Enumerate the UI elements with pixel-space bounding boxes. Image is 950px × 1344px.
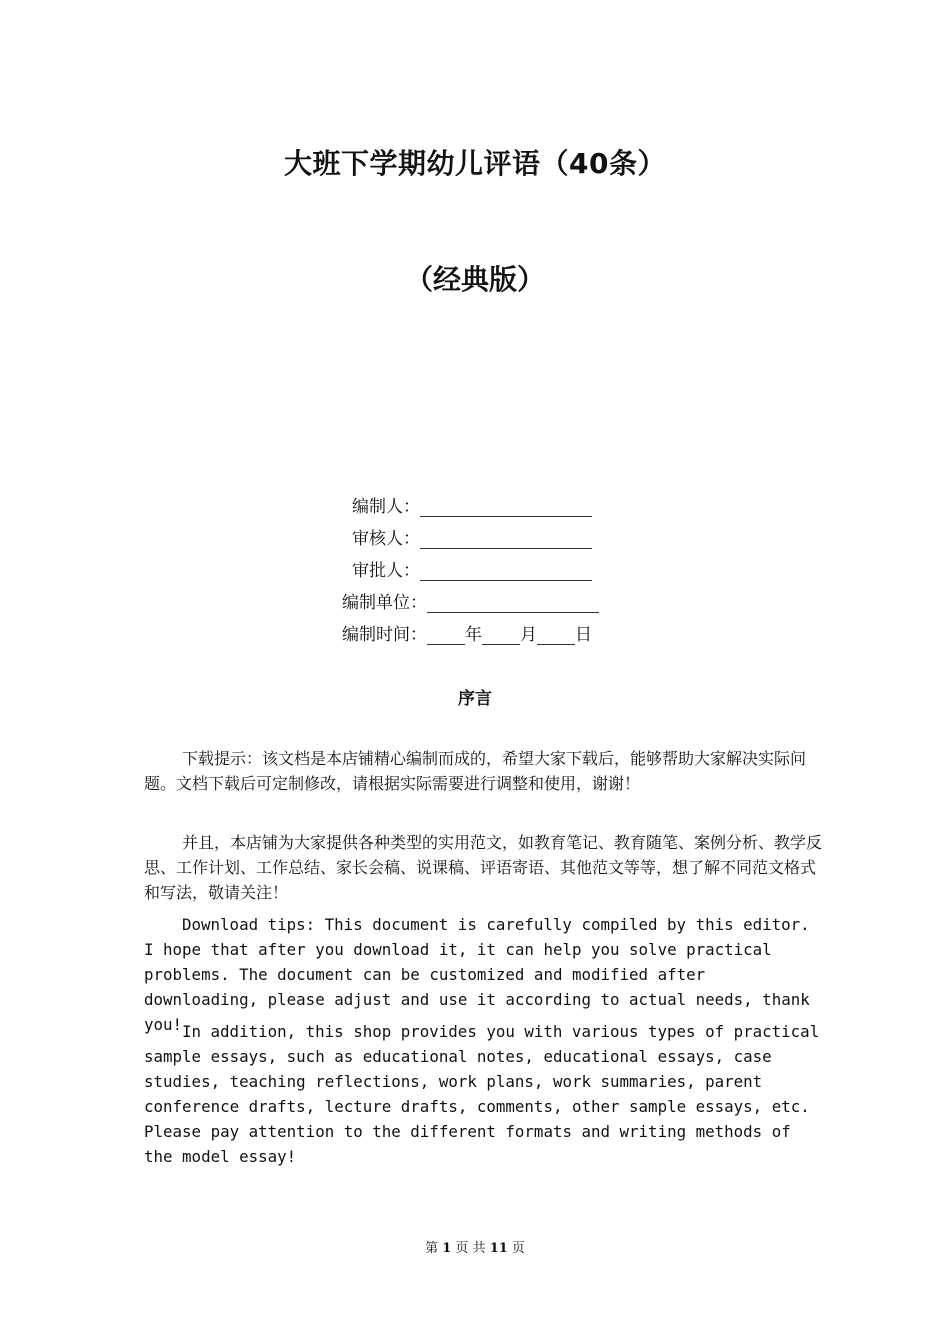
form-field-blank[interactable] — [420, 498, 592, 517]
form-field-reviewer — [352, 524, 592, 549]
form-field-label: 编制人： — [352, 497, 420, 517]
form-field-label: 编制单位： — [342, 593, 427, 613]
form-field-unit — [342, 588, 599, 613]
date-year-label: 年 — [465, 625, 482, 645]
form-field-label: 编制时间： — [342, 625, 427, 645]
footer-suffix: 页 — [511, 1241, 525, 1256]
form-field-label: 审核人： — [352, 529, 420, 549]
footer-total-pages: 11 — [489, 1241, 508, 1256]
document-subtitle: （经典版） — [404, 263, 545, 296]
date-day-label: 日 — [575, 625, 592, 645]
page-footer — [0, 1237, 950, 1256]
form-field-label: 审批人： — [352, 561, 420, 581]
form-field-date — [342, 620, 592, 645]
footer-prefix: 第 — [425, 1241, 439, 1256]
preface-paragraph: 并且，本店铺为大家提供各种类型的实用范文，如教育笔记、教育随笔、案例分析、教学反思、工作计划、工作总结、家长会稿、说课稿、评语寄语、其他范文等等，想了解不同范文格式和写法，敬请关注！ — [144, 833, 823, 902]
preface-paragraph: Download tips: This document is carefully compiled by this editor. I hope that after you download it, it can help you solve practical problems. The document can be customized and modified after downloading, please adjust and use it according to actual needs, thank you! — [144, 915, 810, 1034]
footer-page-number: 1 — [442, 1241, 452, 1256]
date-day-blank[interactable] — [537, 626, 575, 645]
form-field-compiler — [352, 492, 592, 517]
footer-middle: 页 共 — [455, 1241, 486, 1256]
preface-paragraph: In addition, this shop provides you with various types of practical sample essays, such as educational notes, educational essays, case studies, teaching reflections, work plans, work summaries, parent conference drafts, lecture drafts, comments, other sample essays, etc. Please pay attention to the different formats and writing methods of the model essay! — [144, 1022, 820, 1166]
date-month-blank[interactable] — [482, 626, 520, 645]
form-field-approver — [352, 556, 592, 581]
date-month-label: 月 — [520, 625, 537, 645]
document-title: 大班下学期幼儿评语（40条） — [284, 147, 666, 180]
preface-heading: 序言 — [458, 689, 492, 709]
form-field-blank[interactable] — [420, 562, 592, 581]
preface-paragraph: 下载提示：该文档是本店铺精心编制而成的，希望大家下载后，能够帮助大家解决实际问题。文档下载后可定制修改，请根据实际需要进行调整和使用，谢谢！ — [144, 749, 807, 793]
form-field-blank[interactable] — [420, 530, 592, 549]
form-field-blank[interactable] — [427, 594, 599, 613]
date-year-blank[interactable] — [427, 626, 465, 645]
